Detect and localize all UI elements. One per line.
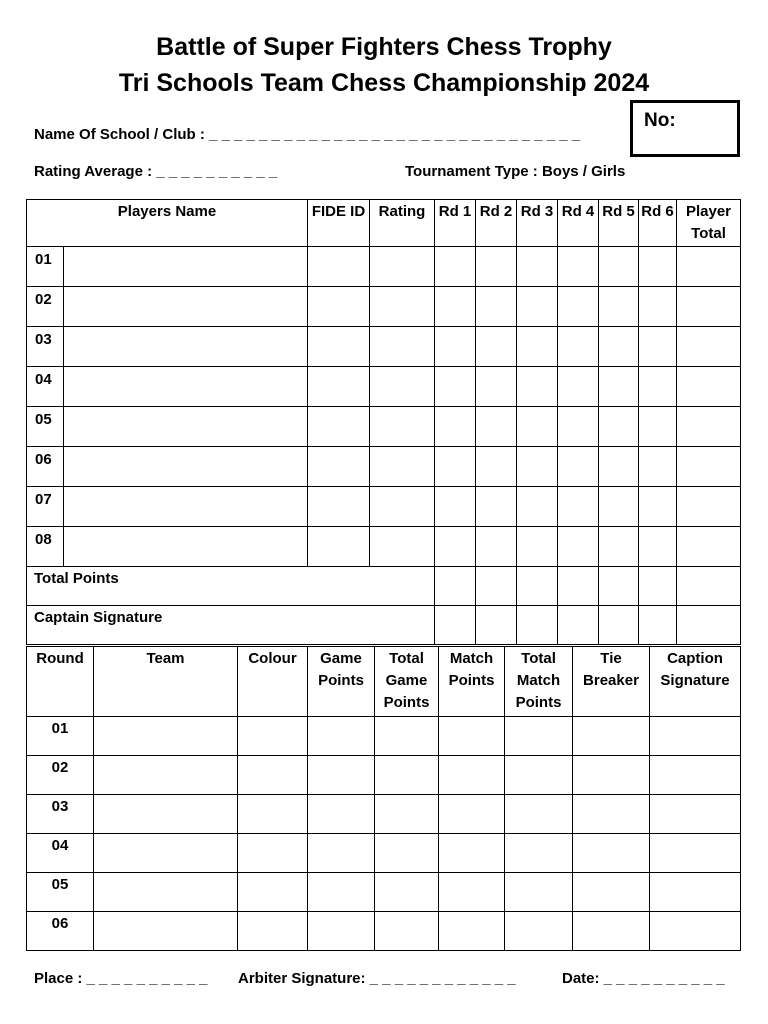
round-cell[interactable] (505, 834, 573, 873)
player-cell[interactable] (308, 327, 370, 367)
total-cell[interactable] (558, 567, 599, 606)
player-cell[interactable] (517, 527, 558, 567)
round-number: 03 (27, 795, 94, 834)
player-cell[interactable] (599, 447, 639, 487)
player-cell[interactable] (64, 487, 308, 527)
signature-cell[interactable] (476, 606, 517, 645)
players-header-row (27, 200, 741, 247)
player-row (27, 487, 741, 527)
round-cell[interactable] (505, 795, 573, 834)
player-cell[interactable] (639, 527, 677, 567)
header-total-game-points: Total Game Points (375, 647, 439, 717)
round-cell[interactable] (94, 834, 238, 873)
player-cell[interactable] (639, 367, 677, 407)
signature-cell[interactable] (677, 606, 741, 645)
number-box (630, 100, 740, 157)
round-cell[interactable] (439, 873, 505, 912)
player-number: 02 (27, 287, 64, 327)
number-label: No: (644, 110, 676, 131)
player-cell[interactable] (435, 407, 476, 447)
round-cell[interactable] (573, 795, 650, 834)
player-cell[interactable] (639, 287, 677, 327)
player-number: 08 (27, 527, 64, 567)
players-table (26, 199, 741, 645)
player-number: 03 (27, 327, 64, 367)
player-cell[interactable] (599, 367, 639, 407)
round-cell[interactable] (375, 873, 439, 912)
rounds-header-row (27, 647, 741, 717)
round-cell[interactable] (439, 795, 505, 834)
header-match-points: Match Points (439, 647, 505, 717)
player-cell[interactable] (308, 527, 370, 567)
player-row (27, 287, 741, 327)
header-game-points: Game Points (308, 647, 375, 717)
header-total-match-points: Total Match Points (505, 647, 573, 717)
round-cell[interactable] (94, 873, 238, 912)
total-cell[interactable] (476, 567, 517, 606)
player-number: 01 (27, 247, 64, 287)
round-row (27, 717, 741, 756)
player-cell[interactable] (558, 407, 599, 447)
player-cell[interactable] (558, 447, 599, 487)
player-cell[interactable] (64, 247, 308, 287)
round-cell[interactable] (573, 873, 650, 912)
player-number: 06 (27, 447, 64, 487)
player-cell[interactable] (370, 287, 435, 327)
player-number: 07 (27, 487, 64, 527)
header-rd3: Rd 3 (517, 200, 558, 247)
round-cell[interactable] (439, 717, 505, 756)
round-cell[interactable] (94, 756, 238, 795)
player-cell[interactable] (517, 327, 558, 367)
player-cell[interactable] (370, 407, 435, 447)
total-cell[interactable] (677, 567, 741, 606)
player-cell[interactable] (639, 407, 677, 447)
player-cell[interactable] (476, 287, 517, 327)
round-cell[interactable] (375, 795, 439, 834)
player-cell[interactable] (435, 527, 476, 567)
captain-signature-label: Captain Signature (27, 606, 435, 645)
round-cell[interactable] (308, 717, 375, 756)
round-cell[interactable] (439, 834, 505, 873)
round-cell[interactable] (505, 756, 573, 795)
player-cell[interactable] (476, 407, 517, 447)
round-cell[interactable] (238, 717, 308, 756)
round-cell[interactable] (238, 873, 308, 912)
round-cell[interactable] (308, 795, 375, 834)
rounds-table (26, 646, 741, 951)
player-cell[interactable] (308, 487, 370, 527)
round-cell[interactable] (238, 912, 308, 951)
header-team: Team (94, 647, 238, 717)
player-cell[interactable] (476, 447, 517, 487)
round-cell[interactable] (375, 717, 439, 756)
player-cell[interactable] (370, 527, 435, 567)
player-cell[interactable] (370, 487, 435, 527)
signature-cell[interactable] (639, 606, 677, 645)
player-cell[interactable] (435, 487, 476, 527)
header-rating: Rating (370, 200, 435, 247)
player-cell[interactable] (558, 287, 599, 327)
round-cell[interactable] (308, 756, 375, 795)
player-cell[interactable] (599, 327, 639, 367)
round-cell[interactable] (650, 756, 741, 795)
header-caption-signature: Caption Signature (650, 647, 741, 717)
player-number: 05 (27, 407, 64, 447)
header-colour: Colour (238, 647, 308, 717)
header-rd4: Rd 4 (558, 200, 599, 247)
player-cell[interactable] (558, 527, 599, 567)
player-cell[interactable] (308, 407, 370, 447)
player-cell[interactable] (476, 527, 517, 567)
player-row (27, 447, 741, 487)
player-cell[interactable] (435, 447, 476, 487)
player-cell[interactable] (677, 407, 741, 447)
header-player-total: Player Total (677, 200, 741, 247)
player-cell[interactable] (558, 327, 599, 367)
player-cell[interactable] (677, 527, 741, 567)
round-cell[interactable] (308, 873, 375, 912)
player-cell[interactable] (599, 247, 639, 287)
round-cell[interactable] (94, 717, 238, 756)
player-cell[interactable] (517, 447, 558, 487)
player-cell[interactable] (599, 527, 639, 567)
player-cell[interactable] (517, 407, 558, 447)
round-cell[interactable] (238, 795, 308, 834)
player-cell[interactable] (517, 487, 558, 527)
player-row (27, 527, 741, 567)
player-cell[interactable] (677, 367, 741, 407)
round-cell[interactable] (650, 834, 741, 873)
player-row (27, 407, 741, 447)
total-points-label: Total Points (27, 567, 435, 606)
round-cell[interactable] (238, 756, 308, 795)
round-cell[interactable] (650, 873, 741, 912)
player-cell[interactable] (308, 447, 370, 487)
player-cell[interactable] (435, 367, 476, 407)
signature-cell[interactable] (558, 606, 599, 645)
round-cell[interactable] (375, 834, 439, 873)
title-line-2: Tri Schools Team Chess Championship 2024 (118, 69, 650, 97)
player-cell[interactable] (517, 247, 558, 287)
total-cell[interactable] (599, 567, 639, 606)
header-tie-breaker: Tie Breaker (573, 647, 650, 717)
player-cell[interactable] (677, 327, 741, 367)
player-cell[interactable] (517, 367, 558, 407)
player-cell[interactable] (476, 247, 517, 287)
header-rd6: Rd 6 (639, 200, 677, 247)
player-cell[interactable] (370, 327, 435, 367)
round-cell[interactable] (238, 834, 308, 873)
round-cell[interactable] (505, 873, 573, 912)
signature-cell[interactable] (599, 606, 639, 645)
player-cell[interactable] (476, 367, 517, 407)
player-cell[interactable] (64, 367, 308, 407)
round-row (27, 873, 741, 912)
title-line-1: Battle of Super Fighters Chess Trophy (156, 33, 612, 61)
round-row (27, 795, 741, 834)
player-cell[interactable] (435, 327, 476, 367)
round-cell[interactable] (650, 717, 741, 756)
player-cell[interactable] (64, 407, 308, 447)
round-cell[interactable] (94, 912, 238, 951)
player-number: 04 (27, 367, 64, 407)
signature-cell[interactable] (435, 606, 476, 645)
player-cell[interactable] (639, 447, 677, 487)
player-cell[interactable] (517, 287, 558, 327)
round-cell[interactable] (573, 834, 650, 873)
round-cell[interactable] (573, 912, 650, 951)
round-number: 05 (27, 873, 94, 912)
round-row (27, 912, 741, 951)
header-fide-id: FIDE ID (308, 200, 370, 247)
player-cell[interactable] (308, 367, 370, 407)
player-row (27, 327, 741, 367)
round-cell[interactable] (505, 912, 573, 951)
round-number: 06 (27, 912, 94, 951)
player-cell[interactable] (639, 247, 677, 287)
player-cell[interactable] (370, 367, 435, 407)
rating-average-field: Rating Average : _ _ _ _ _ _ _ _ _ _ (34, 163, 278, 180)
total-cell[interactable] (639, 567, 677, 606)
player-cell[interactable] (639, 327, 677, 367)
round-cell[interactable] (439, 756, 505, 795)
round-cell[interactable] (308, 834, 375, 873)
round-cell[interactable] (573, 756, 650, 795)
player-cell[interactable] (599, 407, 639, 447)
player-cell[interactable] (558, 247, 599, 287)
player-cell[interactable] (599, 487, 639, 527)
round-number: 01 (27, 717, 94, 756)
player-cell[interactable] (308, 247, 370, 287)
player-cell[interactable] (639, 487, 677, 527)
round-cell[interactable] (573, 717, 650, 756)
header-round: Round (27, 647, 94, 717)
round-cell[interactable] (650, 912, 741, 951)
arbiter-signature-field: Arbiter Signature: _ _ _ _ _ _ _ _ _ _ _ _ (238, 970, 516, 987)
round-cell[interactable] (375, 912, 439, 951)
round-cell[interactable] (505, 717, 573, 756)
header-rd1: Rd 1 (435, 200, 476, 247)
player-cell[interactable] (370, 447, 435, 487)
player-cell[interactable] (677, 447, 741, 487)
player-cell[interactable] (558, 367, 599, 407)
tournament-type-field: Tournament Type : Boys / Girls (405, 163, 626, 180)
header-rd2: Rd 2 (476, 200, 517, 247)
round-cell[interactable] (650, 795, 741, 834)
player-cell[interactable] (677, 287, 741, 327)
player-cell[interactable] (435, 287, 476, 327)
player-cell[interactable] (677, 247, 741, 287)
player-cell[interactable] (599, 287, 639, 327)
player-cell[interactable] (64, 287, 308, 327)
player-cell[interactable] (476, 327, 517, 367)
player-cell[interactable] (64, 447, 308, 487)
round-cell[interactable] (439, 912, 505, 951)
round-number: 04 (27, 834, 94, 873)
captain-signature-row (27, 606, 741, 645)
player-cell[interactable] (476, 487, 517, 527)
player-cell[interactable] (64, 527, 308, 567)
total-points-row (27, 567, 741, 606)
signature-cell[interactable] (517, 606, 558, 645)
date-field: Date: _ _ _ _ _ _ _ _ _ _ (562, 970, 725, 987)
player-cell[interactable] (308, 287, 370, 327)
player-row (27, 367, 741, 407)
round-cell[interactable] (308, 912, 375, 951)
round-number: 02 (27, 756, 94, 795)
round-cell[interactable] (94, 795, 238, 834)
school-name-field: Name Of School / Club : _ _ _ _ _ _ _ _ _ _ _ _ _ _ _ _ _ _ _ _ _ _ _ _ _ _ _ _ _ _ (34, 126, 581, 143)
player-cell[interactable] (558, 487, 599, 527)
place-field: Place : _ _ _ _ _ _ _ _ _ _ (34, 970, 208, 987)
round-cell[interactable] (375, 756, 439, 795)
total-cell[interactable] (517, 567, 558, 606)
round-row (27, 834, 741, 873)
player-cell[interactable] (370, 247, 435, 287)
header-players-name: Players Name (27, 200, 308, 247)
player-cell[interactable] (64, 327, 308, 367)
player-cell[interactable] (677, 487, 741, 527)
player-row (27, 247, 741, 287)
total-cell[interactable] (435, 567, 476, 606)
player-cell[interactable] (435, 247, 476, 287)
header-rd5: Rd 5 (599, 200, 639, 247)
round-row (27, 756, 741, 795)
